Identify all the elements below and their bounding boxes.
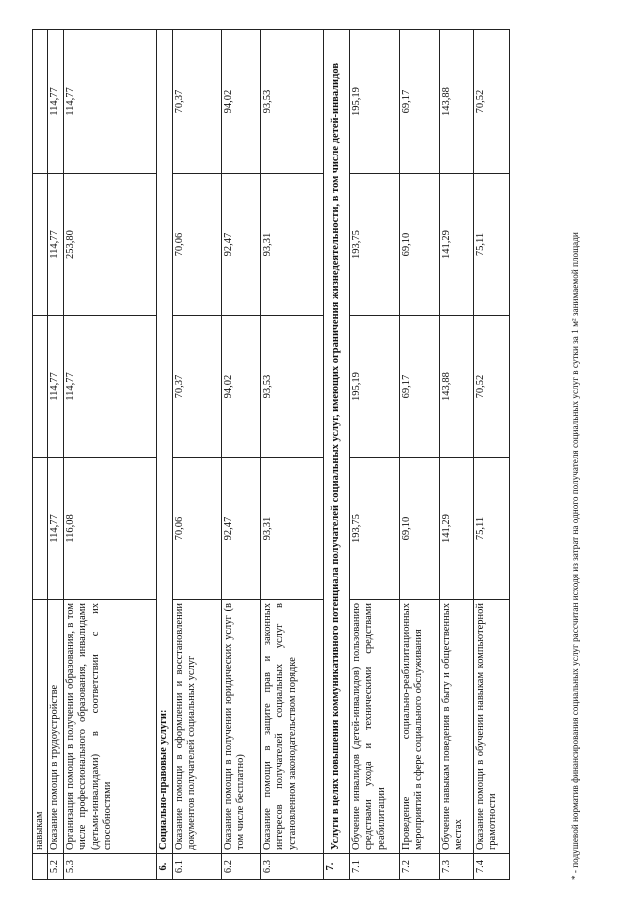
table-row [349, 30, 399, 880]
value-cell: 69,17 [399, 316, 439, 458]
section-number: 6. [156, 854, 172, 880]
value-cell: 75,11 [473, 174, 509, 316]
table-row [399, 30, 439, 880]
value-cell: 69,10 [399, 174, 439, 316]
value-cell: 114,77 [48, 30, 63, 174]
table-row [260, 30, 323, 880]
value-cell: 94,02 [221, 316, 260, 458]
service-name: Обучение инвалидов (детей-инвалидов) пользованию средствами ухода и техническими средствами реабилитации [349, 600, 399, 854]
value-cell: 69,17 [399, 30, 439, 174]
value-cell: 114,77 [48, 316, 63, 458]
value-cell: 114,77 [63, 316, 156, 458]
section-number: 7. [323, 854, 349, 880]
value-cell: 93,31 [260, 174, 323, 316]
value-cell: 69,10 [399, 458, 439, 600]
table-row [221, 30, 260, 880]
service-name: Оказание помощи в оформлении и восстановлении документов получателей социальных услуг [172, 600, 221, 854]
service-name: Организация помощи в получении образования, в том числе профессионального образования, инвалидами (детьми-инвалидами) в соответствии с их способностями [63, 600, 156, 854]
row-number: 5.3 [63, 854, 156, 880]
value-cell: 70,06 [172, 458, 221, 600]
value-cell: 114,77 [48, 174, 63, 316]
value-cell: 70,52 [473, 30, 509, 174]
tariff-table [32, 29, 510, 880]
table-row [439, 30, 473, 880]
table-row [48, 30, 63, 880]
service-name: Обучение навыкам поведения в быту и общественных местах [439, 600, 473, 854]
table-body [33, 30, 510, 880]
row-number: 6.3 [260, 854, 323, 880]
service-name: Проведение социально-реабилитационных мероприятий в сфере социального обслуживания [399, 600, 439, 854]
row-number: 6.2 [221, 854, 260, 880]
value-cell: 141,29 [439, 174, 473, 316]
row-number: 7.2 [399, 854, 439, 880]
value-cell: 70,52 [473, 316, 509, 458]
service-name: Оказание помощи в защите прав и законных интересов получателей социальных услуг в установленном законодательством порядке [260, 600, 323, 854]
row-number: 7.3 [439, 854, 473, 880]
value-cell: 75,11 [473, 458, 509, 600]
value-cell: 114,77 [63, 30, 156, 174]
value-cell: 253,80 [63, 174, 156, 316]
section-title: Социально-правовые услуги: [156, 30, 172, 854]
service-name: навыкам [33, 600, 48, 854]
table-row [473, 30, 509, 880]
value-cell: 116,08 [63, 458, 156, 600]
value-cell [33, 458, 48, 600]
row-number: 7.4 [473, 854, 509, 880]
section-row [156, 30, 172, 880]
value-cell: 70,37 [172, 30, 221, 174]
row-number: 5.2 [48, 854, 63, 880]
service-name: Оказание помощи в обучении навыкам компьютерной грамотности [473, 600, 509, 854]
row-number [33, 854, 48, 880]
value-cell: 193,75 [349, 458, 399, 600]
value-cell: 195,19 [349, 316, 399, 458]
value-cell: 92,47 [221, 174, 260, 316]
rotated-page [32, 30, 592, 880]
value-cell: 193,75 [349, 174, 399, 316]
row-number: 7.1 [349, 854, 399, 880]
value-cell: 93,31 [260, 458, 323, 600]
value-cell: 143,88 [439, 316, 473, 458]
value-cell: 143,88 [439, 30, 473, 174]
table-row [63, 30, 156, 880]
value-cell: 93,53 [260, 316, 323, 458]
value-cell: 92,47 [221, 458, 260, 600]
value-cell: 94,02 [221, 30, 260, 174]
table-row [33, 30, 48, 880]
service-name: Оказание помощи в получении юридических услуг (в том числе бесплатно) [221, 600, 260, 854]
section-row [323, 30, 349, 880]
value-cell: 195,19 [349, 30, 399, 174]
value-cell [33, 316, 48, 458]
value-cell [33, 30, 48, 174]
value-cell [33, 174, 48, 316]
value-cell: 114,77 [48, 458, 63, 600]
value-cell: 93,53 [260, 30, 323, 174]
value-cell: 70,37 [172, 316, 221, 458]
service-name: Оказание помощи в трудоустройстве [48, 600, 63, 854]
table-row [172, 30, 221, 880]
section-title: Услуги в целях повышения коммуникативного потенциала получателей социальных услуг, имеющих ограничения жизнедеятельности, в том числе детей-инвалидов [323, 30, 349, 854]
footnote: * - подушевой норматив финансирования социальных услуг рассчитан исходя из затрат на одного получателя социальных услуг в сутки за 1 м² занимаемой площади [570, 232, 580, 880]
value-cell: 70,06 [172, 174, 221, 316]
value-cell: 141,29 [439, 458, 473, 600]
row-number: 6.1 [172, 854, 221, 880]
